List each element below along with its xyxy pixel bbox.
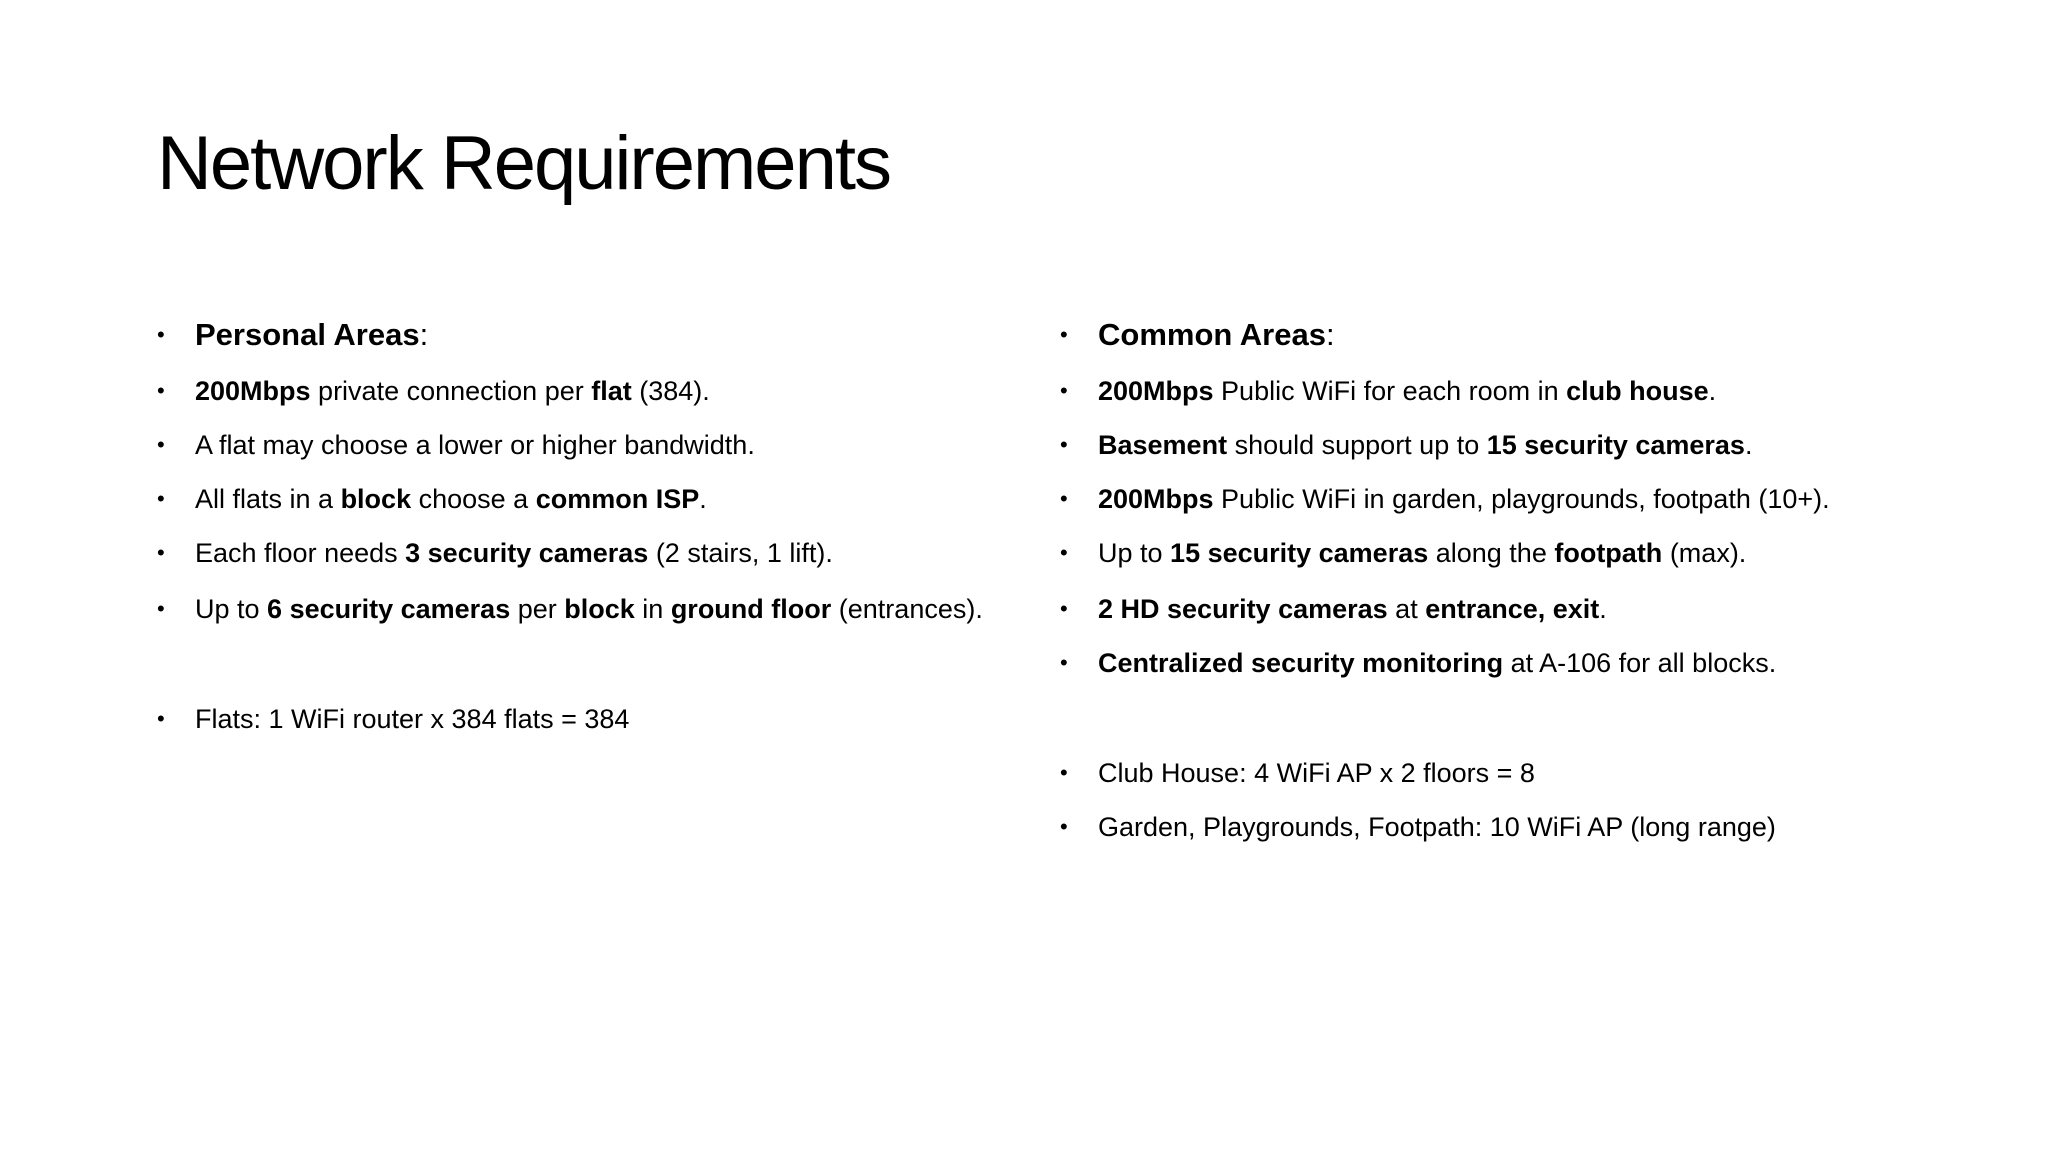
bold-text: entrance, exit xyxy=(1425,594,1600,624)
bold-text: 3 security cameras xyxy=(405,538,649,568)
text: Garden, Playgrounds, Footpath: 10 WiFi AP (long range) xyxy=(1098,812,1776,842)
bold-text: 15 security cameras xyxy=(1170,538,1429,568)
text: in xyxy=(634,594,671,624)
bullet-icon: • xyxy=(1060,814,1068,839)
text: . xyxy=(1599,594,1607,624)
text: Each floor needs xyxy=(195,538,406,568)
text: . xyxy=(1744,430,1753,460)
text: . xyxy=(699,484,707,514)
bold-text: 2 HD security cameras xyxy=(1098,594,1388,624)
bold-text: Centralized security monitoring xyxy=(1098,648,1504,678)
bullet-item xyxy=(1060,756,1535,790)
text: at xyxy=(1387,594,1426,624)
bold-text: Common Areas xyxy=(1098,317,1326,352)
text: (2 stairs, 1 lift). xyxy=(648,538,833,568)
slide-title: Network Requirements xyxy=(157,121,890,206)
bullet-icon: • xyxy=(157,378,165,403)
bullet-icon: • xyxy=(1060,540,1068,565)
bold-text: 200Mbps xyxy=(1098,376,1214,406)
bullet-icon: • xyxy=(1060,650,1068,675)
bullet-icon: • xyxy=(157,596,165,621)
bullet-icon: • xyxy=(157,540,165,565)
text: Up to xyxy=(1098,538,1171,568)
bullet-item xyxy=(157,482,707,516)
bullet-item xyxy=(157,592,983,626)
bold-text: flat xyxy=(591,376,632,406)
text: All flats in a xyxy=(195,484,341,514)
bullet-icon: • xyxy=(157,706,165,731)
bullet-item xyxy=(1060,482,1830,516)
text: Public WiFi for each room in xyxy=(1213,376,1567,406)
bullet-icon: • xyxy=(157,322,165,347)
bold-text: 15 security cameras xyxy=(1486,430,1745,460)
text: . xyxy=(1708,376,1717,406)
text: should support up to xyxy=(1227,430,1487,460)
text: along the xyxy=(1428,538,1555,568)
bullet-icon: • xyxy=(157,432,165,457)
bullet-icon: • xyxy=(1060,322,1068,347)
text: : xyxy=(1325,317,1335,352)
bullet-item xyxy=(157,428,755,462)
text: per xyxy=(510,594,565,624)
bullet-item xyxy=(1060,810,1776,844)
bullet-item xyxy=(1060,646,1776,680)
bullet-icon: • xyxy=(1060,486,1068,511)
bullet-icon: • xyxy=(1060,432,1068,457)
bullet-item xyxy=(157,374,710,408)
bullet-icon: • xyxy=(1060,760,1068,785)
bullet-item xyxy=(1060,428,1752,462)
bold-text: block xyxy=(340,484,412,514)
bold-text: common ISP xyxy=(535,484,700,514)
bullet-icon: • xyxy=(157,486,165,511)
text: Public WiFi in garden, playgrounds, footpath (10+). xyxy=(1213,484,1830,514)
bold-text: footpath xyxy=(1554,538,1663,568)
bold-text: Basement xyxy=(1098,430,1228,460)
bold-text: ground floor xyxy=(670,594,832,624)
text: Flats: 1 WiFi router x 384 flats = 384 xyxy=(195,704,630,734)
text: (384). xyxy=(631,376,710,406)
bold-text: club house xyxy=(1566,376,1709,406)
text: : xyxy=(419,317,429,352)
bullet-item xyxy=(1060,536,1746,570)
bullet-icon: • xyxy=(1060,378,1068,403)
bold-text: block xyxy=(564,594,635,624)
text: (max). xyxy=(1662,538,1747,568)
text: Club House: 4 WiFi AP x 2 floors = 8 xyxy=(1098,758,1535,788)
bold-text: 200Mbps xyxy=(195,376,311,406)
bold-text: Personal Areas xyxy=(195,317,420,352)
bullet-icon: • xyxy=(1060,596,1068,621)
text: private connection per xyxy=(310,376,592,406)
text: Up to xyxy=(195,594,268,624)
bullet-item xyxy=(1060,374,1716,408)
bullet-item xyxy=(1060,592,1607,626)
bullet-item xyxy=(1060,318,1335,352)
text: (entrances). xyxy=(831,594,983,624)
text: choose a xyxy=(411,484,536,514)
text: A flat may choose a lower or higher bandwidth. xyxy=(195,430,755,460)
bullet-item xyxy=(157,536,833,570)
bullet-item xyxy=(157,702,629,736)
bold-text: 200Mbps xyxy=(1098,484,1214,514)
bold-text: 6 security cameras xyxy=(267,594,511,624)
text: at A-106 for all blocks. xyxy=(1503,648,1777,678)
bullet-item xyxy=(157,318,428,352)
